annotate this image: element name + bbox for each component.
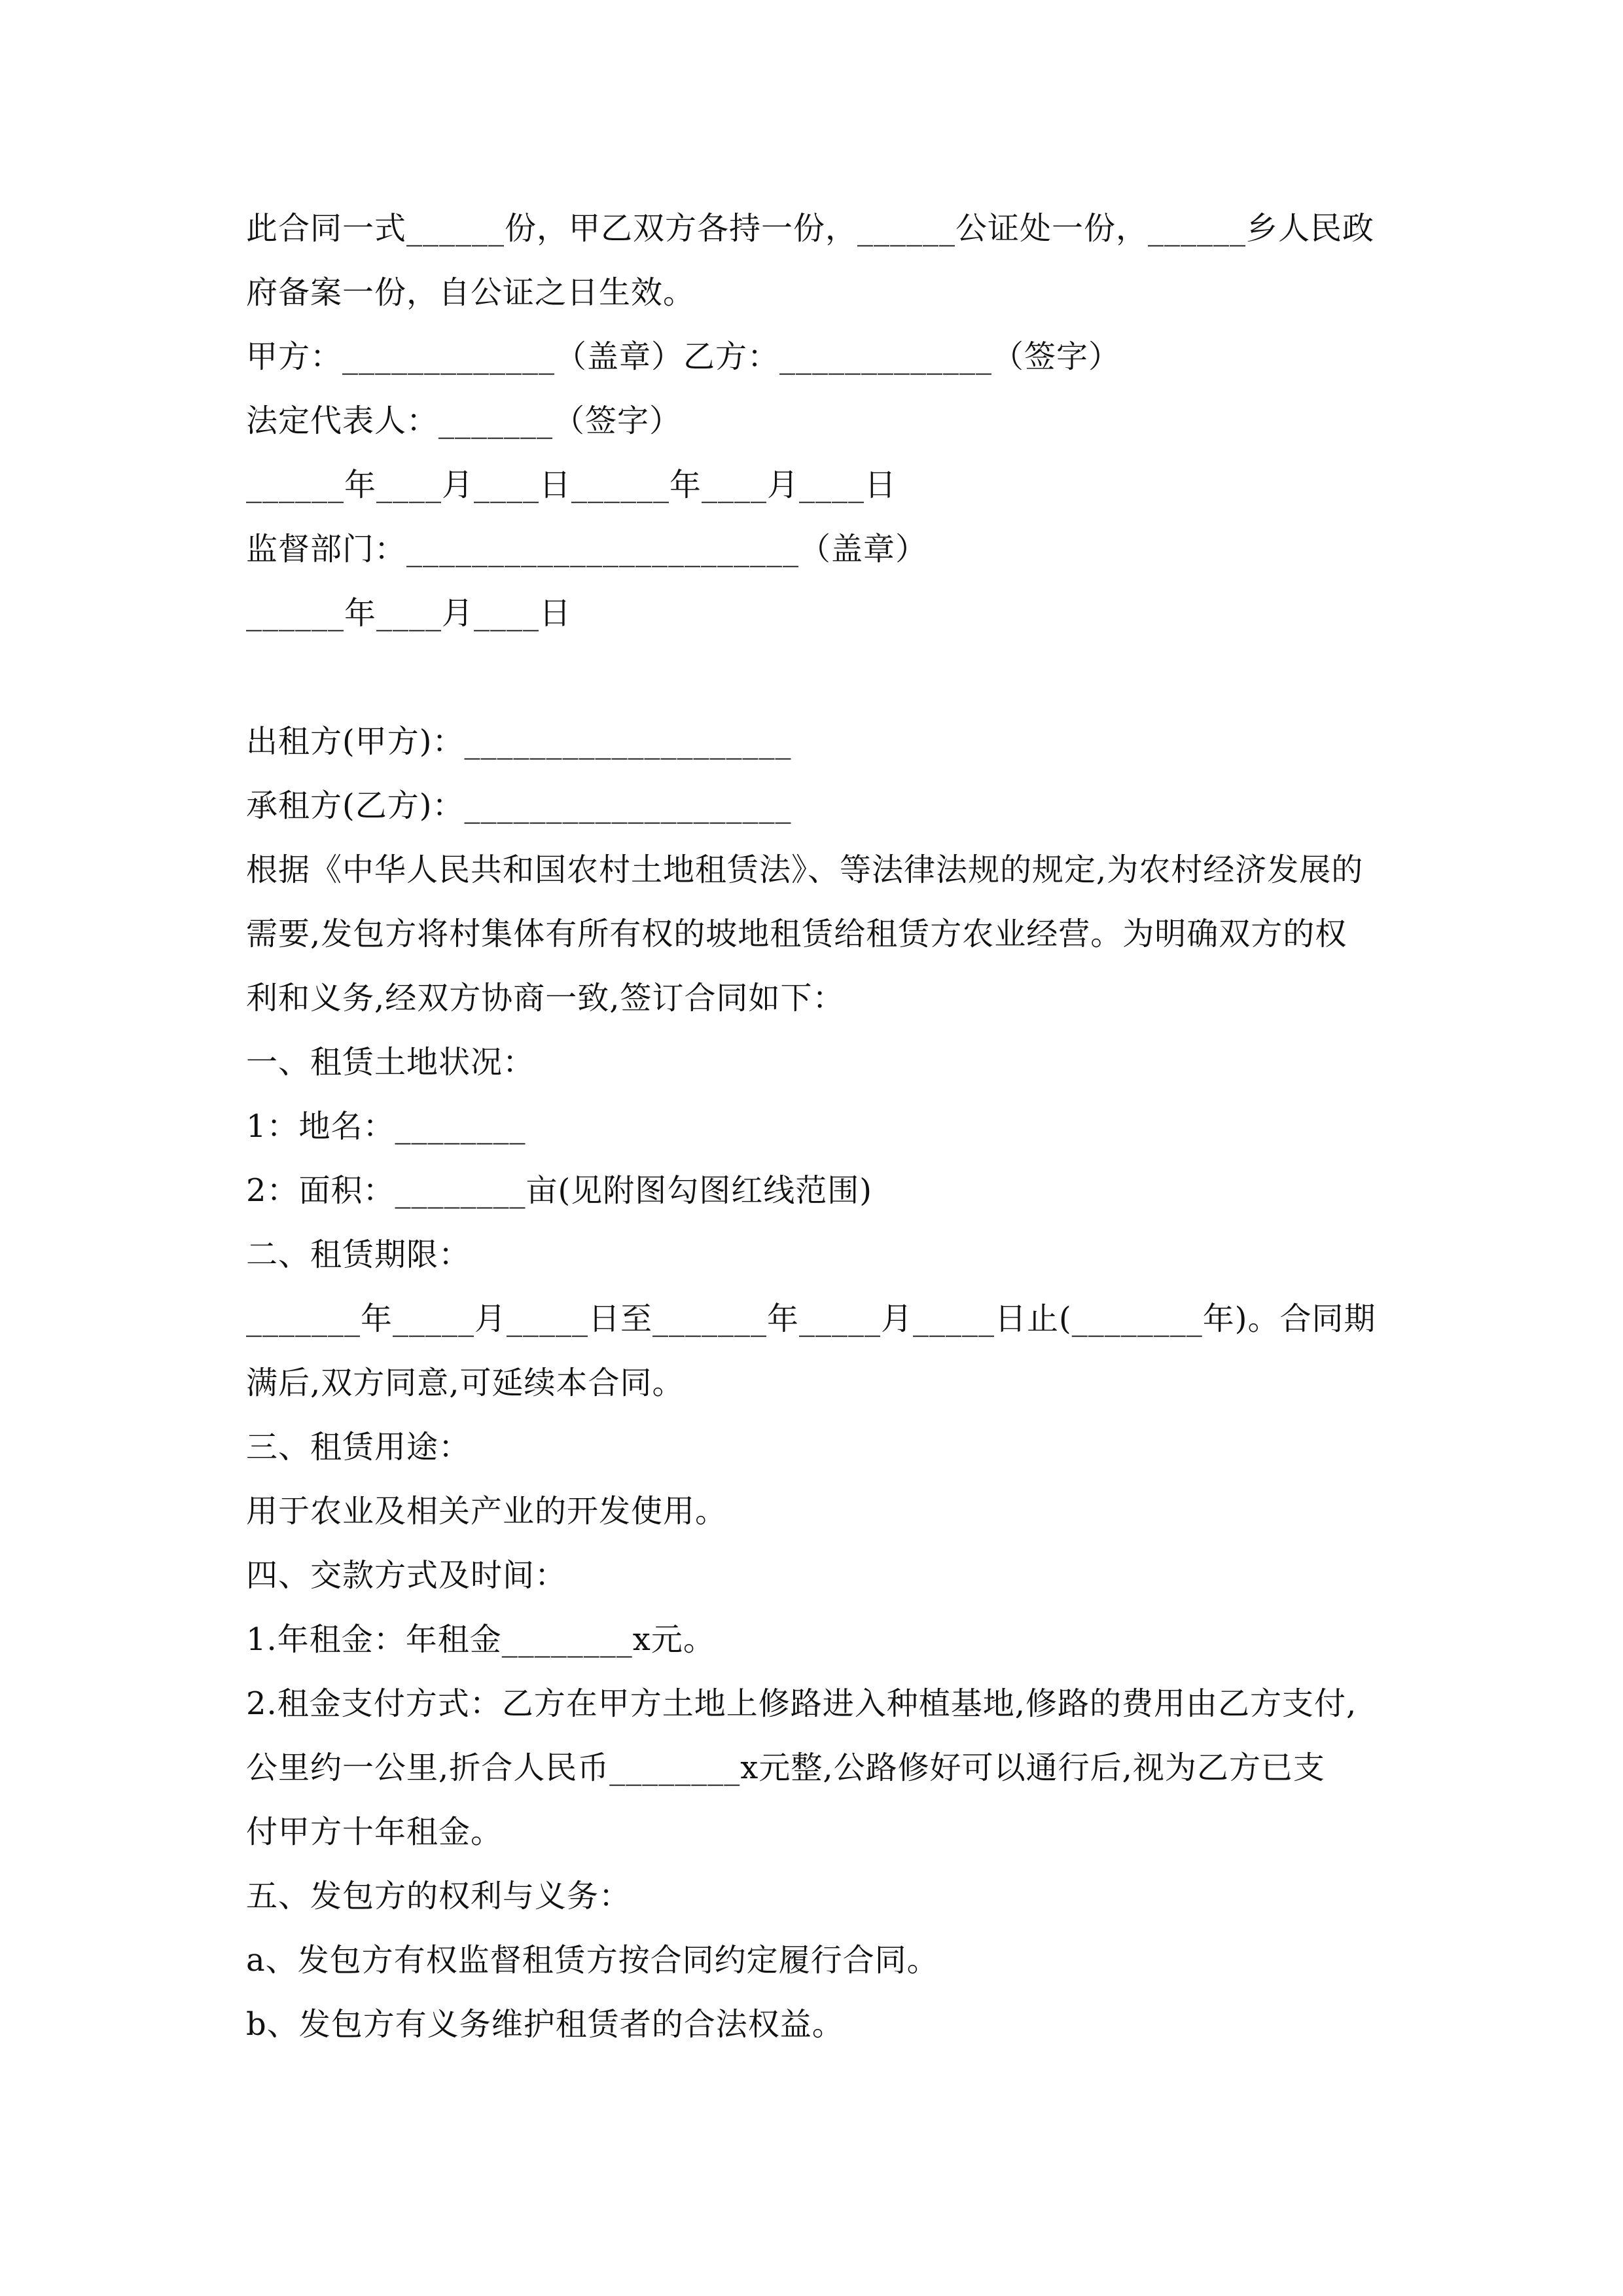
- text-line: 利和义务,经双方协商一致,签订合同如下：: [246, 980, 845, 1016]
- text-line: 1：地名：________: [246, 1108, 526, 1145]
- text-line: 1.年租金：年租金________x元。: [246, 1621, 715, 1658]
- blank-line: [246, 645, 1381, 709]
- lessee-line: 承租方(乙方)：____________________: [246, 787, 792, 824]
- text-line: a、发包方有权监督租赁方按合同约定履行合同。: [246, 1942, 939, 1979]
- text-line: 此合同一式______份，甲乙双方各持一份，______公证处一份，______乡人民政: [246, 210, 1375, 247]
- lessor-line: 出租方(甲方)：____________________: [246, 723, 792, 760]
- text-line: 需要,发包方将村集体有所有权的坡地租赁给租赁方农业经营。为明确双方的权: [246, 916, 1347, 952]
- text-line: 付甲方十年租金。: [246, 1814, 503, 1850]
- section-heading: 一、租赁土地状况：: [246, 1044, 535, 1081]
- section-heading: 二、租赁期限：: [246, 1236, 471, 1273]
- section-heading: 五、发包方的权利与义务：: [246, 1878, 632, 1914]
- date-line: ______年____月____日______年____月____日: [246, 467, 897, 503]
- document-body: [246, 196, 1381, 2056]
- text-line: 2.租金支付方式：乙方在甲方土地上修路进入种植基地,修路的费用由乙方支付,: [246, 1685, 1357, 1722]
- text-line: 用于农业及相关产业的开发使用。: [246, 1493, 728, 1530]
- text-line: 公里约一公里,折合人民币________x元整,公路修好可以通行后,视为乙方已支: [246, 1749, 1325, 1786]
- supervision-department-line: 监督部门：________________________（盖章）: [246, 531, 928, 567]
- text-line: 2：面积：________亩(见附图勾图红线范围): [246, 1172, 872, 1209]
- text-line: 满后,双方同意,可延续本合同。: [246, 1365, 685, 1401]
- text-line: 根据《中华人民共和国农村土地租赁法》、等法律法规的规定,为农村经济发展的: [246, 852, 1364, 888]
- text-line: 府备案一份，自公证之日生效。: [246, 274, 696, 311]
- date-line: ______年____月____日: [246, 595, 572, 632]
- party-a-b-signature-line: 甲方：_____________（盖章）乙方：_____________（签字）: [246, 338, 1121, 375]
- section-heading: 四、交款方式及时间：: [246, 1557, 567, 1594]
- legal-representative-line: 法定代表人：_______（签字）: [246, 403, 682, 439]
- text-line: _______年_____月_____日至_______年_____月_____日止(________年)。合同期: [246, 1300, 1376, 1337]
- text-line: b、发包方有义务维护租赁者的合法权益。: [246, 2006, 844, 2043]
- section-heading: 三、租赁用途：: [246, 1429, 471, 1465]
